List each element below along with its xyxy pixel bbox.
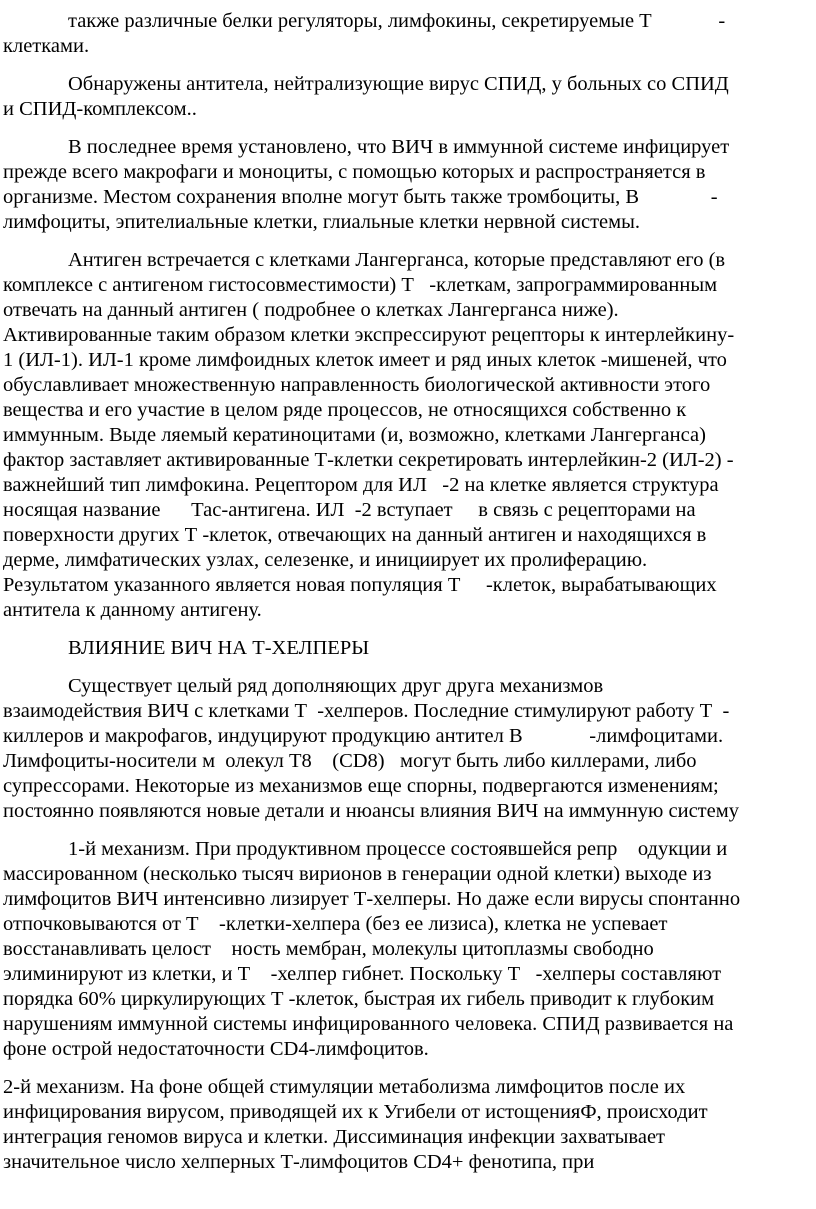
text-line: отвечать на данный антиген ( подробнее о клетках Лангерганса ниже). bbox=[3, 299, 619, 321]
text-line: важнейший тип лимфокина. Рецептором для ИЛ -2 на клетке является структура bbox=[3, 474, 719, 496]
text-line: массированном (несколько тысяч вирионов в генерации одной клетки) выходе из bbox=[3, 863, 712, 885]
text-line: вещества и его участие в целом ряде процессов, не относящихся собственно к bbox=[3, 399, 687, 421]
text-line: Лимфоциты-носители м олекул Т8 (CD8) могут быть либо киллерами, либо bbox=[3, 750, 697, 772]
text-line: лимфоцитов ВИЧ интенсивно лизирует Т-хелперы. Но даже если вирусы спонтанно bbox=[3, 888, 741, 910]
text-line: клетками. bbox=[3, 35, 90, 57]
text-line: лимфоциты, эпителиальные клетки, глиальные клетки нервной системы. bbox=[3, 211, 640, 233]
text-line: Антиген встречается с клетками Лангерганса, которые представляют его (в bbox=[68, 249, 726, 271]
text-line: В последнее время установлено, что ВИЧ в иммунной системе инфицирует bbox=[68, 136, 730, 158]
text-line: элиминируют из клетки, и Т -хелпер гибнет. Поскольку Т -хелперы составляют bbox=[3, 963, 722, 985]
section-heading: ВЛИЯНИЕ ВИЧ НА Т-ХЕЛПЕРЫ bbox=[68, 637, 370, 659]
text-line: фактор заставляет активированные Т-клетки секретировать интерлейкин-2 (ИЛ-2) - bbox=[3, 449, 734, 471]
text-line: 1-й механизм. При продуктивном процессе состоявшейся репр одукции и bbox=[68, 838, 728, 860]
text-line: восстанавливать целост ность мембран, молекулы цитоплазмы свободно bbox=[3, 938, 654, 960]
text-line: 1 (ИЛ-1). ИЛ-1 кроме лимфоидных клеток имеет и ряд иных клеток -мишеней, что bbox=[3, 349, 727, 371]
text-line: 2-й механизм. На фоне общей стимуляции метаболизма лимфоцитов после их bbox=[3, 1076, 686, 1098]
text-line: обуславливает множественную направленность биологической активности этого bbox=[3, 374, 711, 396]
text-line: Результатом указанного является новая популяция Т -клеток, вырабатывающих bbox=[3, 574, 717, 596]
text-line: инфицирования вирусом, приводящей их к Угибели от истощенияФ, происходит bbox=[3, 1101, 708, 1123]
text-line: отпочковываются от Т -клетки-хелпера (без ее лизиса), клетка не успевает bbox=[3, 913, 668, 935]
text-line: и СПИД-комплексом.. bbox=[3, 98, 197, 120]
text-line: взаимодействия ВИЧ с клетками Т -хелперов. Последние стимулируют работу Т - bbox=[3, 700, 730, 722]
text-line: поверхности других Т -клеток, отвечающих на данный антиген и находящихся в bbox=[3, 524, 707, 546]
text-line: носящая название Тас-антигена. ИЛ -2 вступает в связь с рецепторами на bbox=[3, 499, 696, 521]
text-line: прежде всего макрофаги и моноциты, с помощью которых и распространяется в bbox=[3, 161, 706, 183]
text-line: организме. Местом сохранения вполне могут быть также тромбоциты, В - bbox=[3, 186, 718, 208]
text-line: постоянно появляются новые детали и нюансы влияния ВИЧ на иммунную систему bbox=[3, 800, 739, 822]
text-line: значительное число хелперных Т-лимфоцитов CD4+ фенотипа, при bbox=[3, 1151, 595, 1173]
text-line: фоне острой недостаточности CD4-лимфоцитов. bbox=[3, 1038, 429, 1060]
text-line: также различные белки регуляторы, лимфокины, секретируемые Т - bbox=[68, 10, 726, 32]
text-line: супрессорами. Некоторые из механизмов еще спорны, подвергаются изменениям; bbox=[3, 775, 719, 797]
text-line: Активированные таким образом клетки экспрессируют рецепторы к интерлейкину- bbox=[3, 324, 735, 346]
text-line: дерме, лимфатических узлах, селезенке, и инициирует их пролиферацию. bbox=[3, 549, 648, 571]
text-line: антитела к данному антигену. bbox=[3, 599, 262, 621]
text-line: Обнаружены антитела, нейтрализующие вирус СПИД, у больных со СПИД bbox=[68, 73, 729, 95]
text-line: Существует целый ряд дополняющих друг друга механизмов bbox=[68, 675, 604, 697]
text-line: порядка 60% циркулирующих Т -клеток, быстрая их гибель приводит к глубоким bbox=[3, 988, 715, 1010]
text-line: комплексе с антигеном гистосовместимости) Т -клеткам, запрограммированным bbox=[3, 274, 718, 296]
text-line: иммунным. Выде ляемый кератиноцитами (и, возможно, клетками Лангерганса) bbox=[3, 424, 706, 446]
text-line: интеграция геномов вируса и клетки. Диссиминация инфекции захватывает bbox=[3, 1126, 665, 1148]
text-line: нарушениям иммунной системы инфицированного человека. СПИД развивается на bbox=[3, 1013, 734, 1035]
text-line: киллеров и макрофагов, индуцируют продукцию антител В -лимфоцитами. bbox=[3, 725, 724, 747]
